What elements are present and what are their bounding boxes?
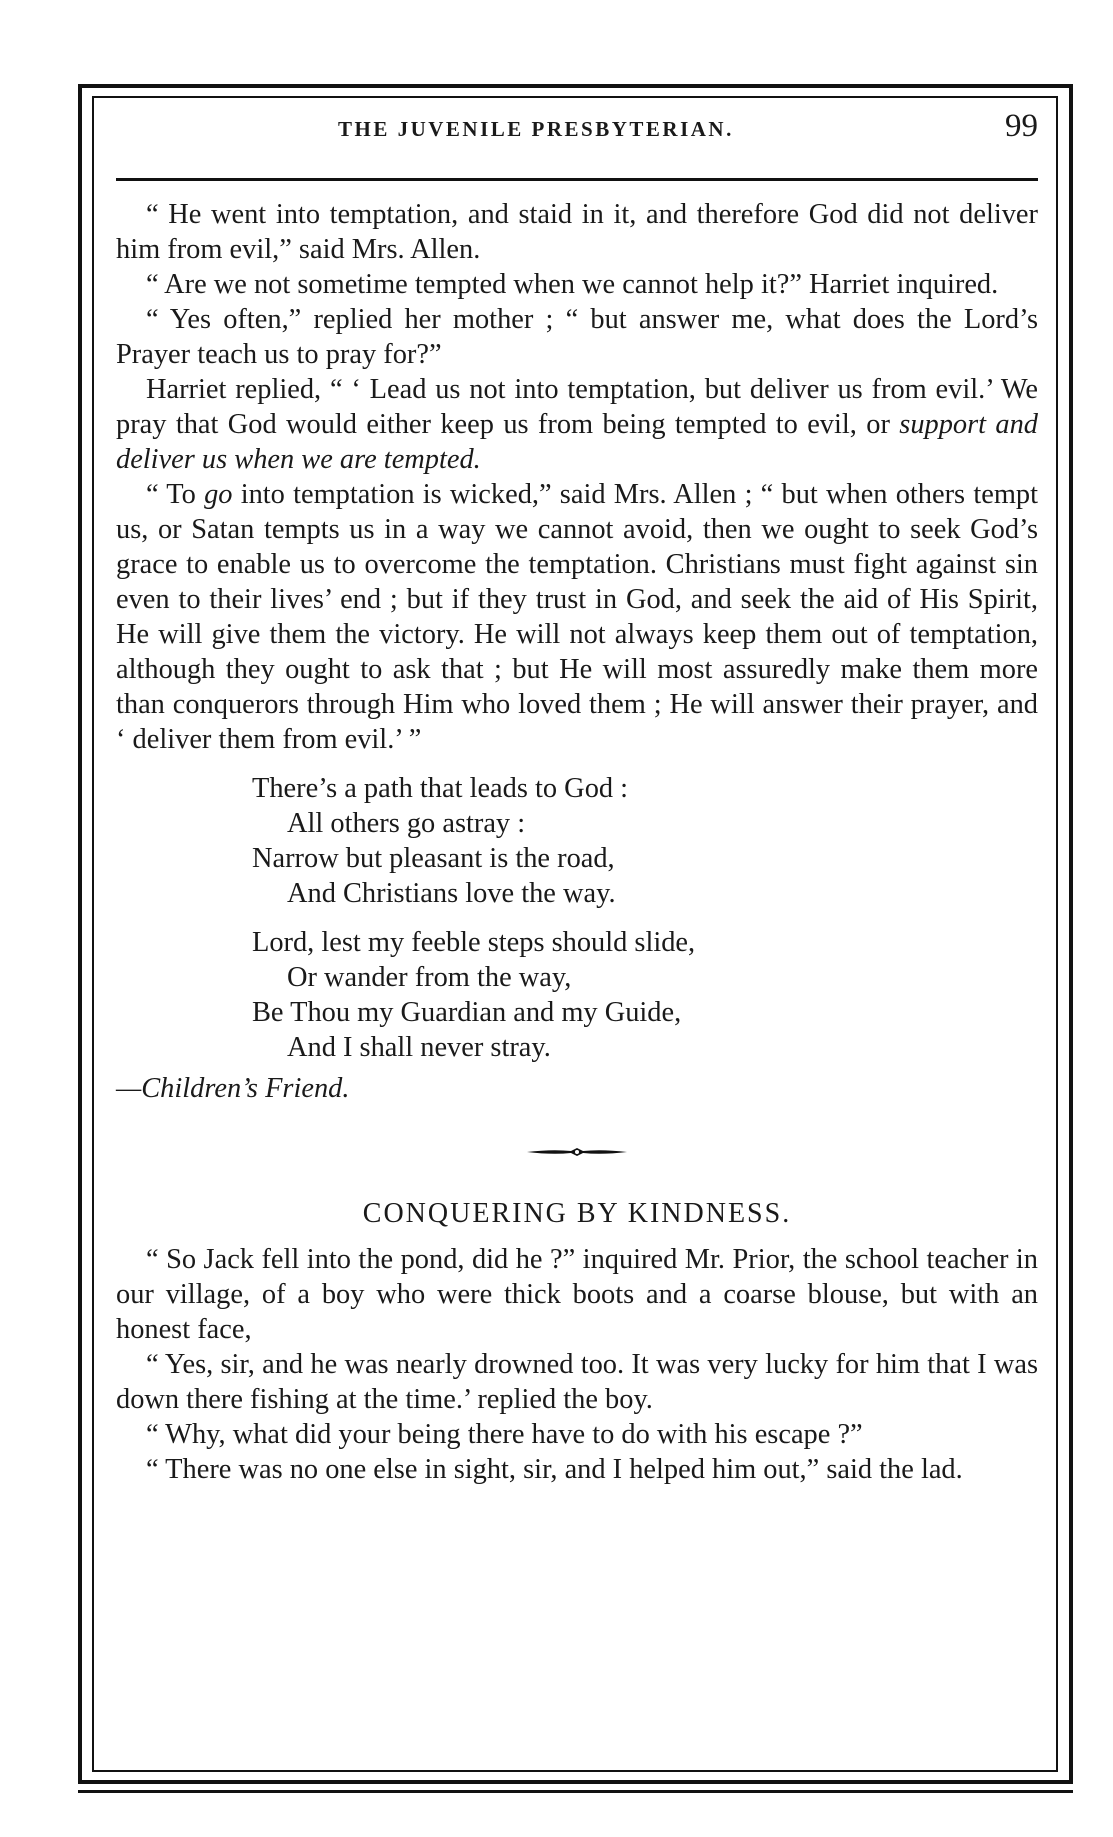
poem-line: All others go astray : bbox=[287, 808, 526, 839]
page-content bbox=[116, 108, 1038, 1487]
paragraph-text: Harriet replied, “ ‘ Lead us not into temptation, but deliver us from evil.’ We pray that God would either keep us from being tempted to evil, or bbox=[116, 374, 1038, 440]
italic-word: go bbox=[204, 479, 233, 510]
poem-line: Narrow but pleasant is the road, bbox=[252, 843, 615, 874]
running-title: THE JUVENILE PRESBYTERIAN. bbox=[338, 117, 734, 141]
paragraph: “ Yes, sir, and he was nearly drowned too. It was very lucky for him that I was down there fishing at the time.’ replied the boy. bbox=[116, 1349, 1038, 1415]
poem-stanza bbox=[252, 925, 1038, 1065]
paragraph: “ Yes often,” replied her mother ; “ but answer me, what does the Lord’s Prayer teach us to pray for?” bbox=[116, 304, 1038, 370]
header-rule bbox=[116, 178, 1038, 181]
ornament-divider bbox=[116, 1146, 1038, 1158]
paragraph: “ There was no one else in sight, sir, and I helped him out,” said the lad. bbox=[146, 1454, 963, 1485]
paragraph-allen bbox=[116, 477, 1038, 757]
page-header bbox=[116, 108, 1038, 168]
section-title: CONQUERING BY KINDNESS. bbox=[362, 1198, 792, 1229]
bottom-rule bbox=[78, 1790, 1073, 1793]
poem bbox=[252, 771, 1038, 1065]
page-number: 99 bbox=[1005, 108, 1038, 144]
paragraph-text: “ To bbox=[146, 479, 205, 510]
poem-line: Lord, lest my feeble steps should slide, bbox=[252, 927, 696, 958]
paragraph: “ Why, what did your being there have to do with his escape ?” bbox=[146, 1419, 863, 1450]
paragraph: “ He went into temptation, and staid in it, and therefore God did not deliver him from evil,” said Mrs. Allen. bbox=[116, 199, 1038, 265]
poem-line: There’s a path that leads to God : bbox=[252, 773, 629, 804]
italic-phrase: support and deliver us when we are tempted. bbox=[116, 409, 1038, 475]
paragraph-harriet bbox=[116, 372, 1038, 477]
poem-line: Be Thou my Guardian and my Guide, bbox=[252, 997, 682, 1028]
paragraph-text: into temptation is wicked,” said Mrs. Allen ; “ but when others tempt us, or Satan tempts us in a way we cannot avoid, then we ought to seek God’s grace to enable us to overcome the temptation. Christians must fight against sin even to their lives’ end ; but if they trust in God, and seek the aid of His Spirit, He will give them the victory. He will not always keep them out of temptation, although they ought to ask that ; but He will most assuredly make them more than conquerors through Him who loved them ; He will answer their prayer, and ‘ deliver them from evil.’ ” bbox=[116, 479, 1038, 755]
poem-stanza bbox=[252, 771, 1038, 911]
poem-line: And I shall never stray. bbox=[287, 1032, 551, 1063]
paragraph: “ So Jack fell into the pond, did he ?” inquired Mr. Prior, the school teacher in our village, of a boy who were thick boots and a coarse blouse, but with an honest face, bbox=[116, 1244, 1038, 1345]
poem-line: And Christians love the way. bbox=[287, 878, 616, 909]
poem-attribution: —Children’s Friend. bbox=[116, 1073, 350, 1104]
ornament-divider-icon bbox=[527, 1146, 627, 1158]
poem-line: Or wander from the way, bbox=[287, 962, 572, 993]
paragraph: “ Are we not sometime tempted when we cannot help it?” Harriet inquired. bbox=[146, 269, 999, 300]
